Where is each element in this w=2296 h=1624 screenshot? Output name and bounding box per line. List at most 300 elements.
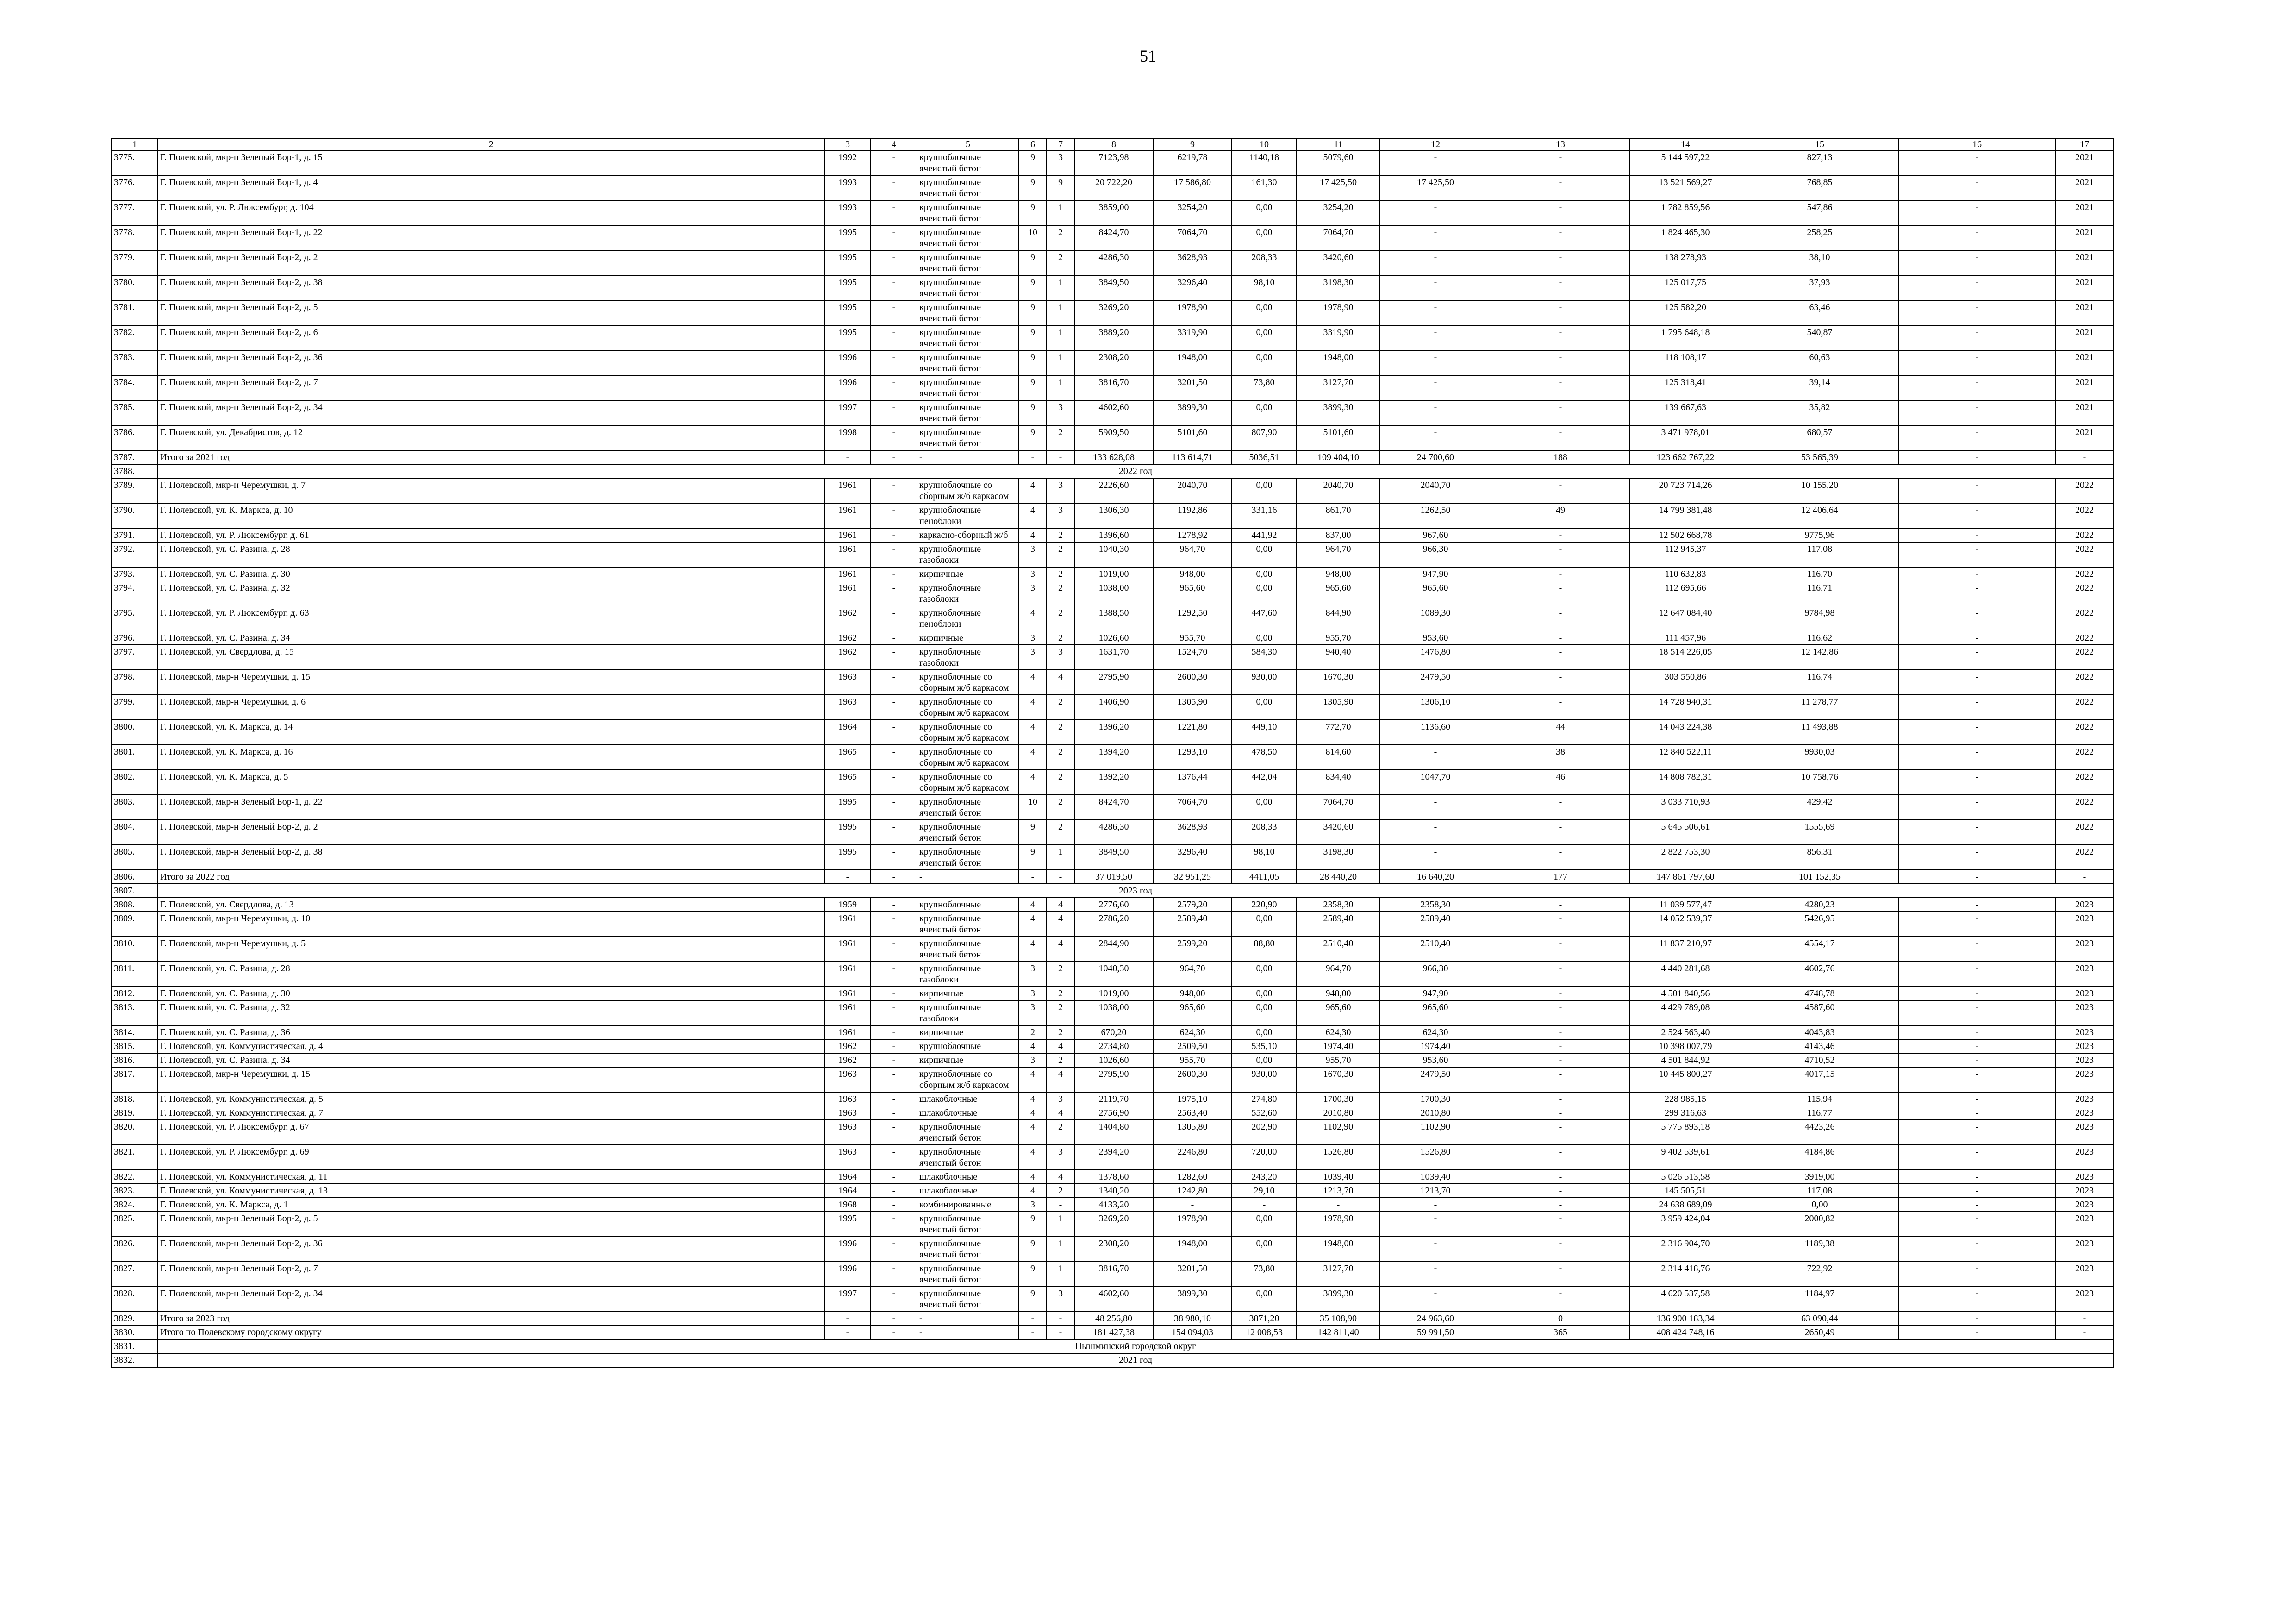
wall-material-cell: крупноблочные ячеистый бетон [917, 1212, 1019, 1237]
residential-area-cell: 3420,60 [1297, 820, 1380, 845]
total-area-cell: 1340,20 [1074, 1184, 1153, 1198]
unit-cost-cell: 827,13 [1741, 150, 1898, 175]
unit-cost-cell: 4423,26 [1741, 1120, 1898, 1145]
residents-count-cell: - [1491, 1039, 1630, 1053]
apartments-area-cell: 1700,30 [1380, 1092, 1491, 1106]
apartments-area-cell: 17 425,50 [1380, 175, 1491, 200]
residential-area-cell: 35 108,90 [1297, 1312, 1380, 1325]
year-commissioned-cell: - [871, 450, 917, 464]
premises-area-cell: 1221,80 [1153, 720, 1232, 745]
col16-cell: - [1898, 870, 2056, 884]
unit-cost-cell: 4017,15 [1741, 1067, 1898, 1092]
year-commissioned-cell: - [871, 845, 917, 870]
floors-cell: 4 [1019, 720, 1047, 745]
residents-count-cell: - [1491, 275, 1630, 300]
residents-count-cell: - [1491, 567, 1630, 581]
unit-cost-cell: 680,57 [1741, 425, 1898, 450]
residents-count-cell: - [1491, 200, 1630, 225]
address-cell: Г. Полевской, мкр-н Черемушки, д. 10 [158, 912, 824, 937]
table-row [112, 1184, 2113, 1198]
plan-year-cell: 2023 [2056, 1170, 2113, 1184]
plan-year-cell: 2021 [2056, 300, 2113, 325]
premises-area-cell: 2600,30 [1153, 670, 1232, 695]
table-row [112, 325, 2113, 350]
unit-cost-cell: 856,31 [1741, 845, 1898, 870]
apartments-area-cell: 24 700,60 [1380, 450, 1491, 464]
residential-area-cell: 955,70 [1297, 631, 1380, 645]
column-number: 17 [2056, 138, 2113, 150]
apartments-area-cell: 2479,50 [1380, 1067, 1491, 1092]
col16-cell: - [1898, 606, 2056, 631]
residents-count-cell: 38 [1491, 745, 1630, 770]
table-row [112, 478, 2113, 503]
col16-cell: - [1898, 200, 2056, 225]
cost-cell: 228 985,15 [1630, 1092, 1741, 1106]
unit-cost-cell: 4043,83 [1741, 1025, 1898, 1039]
entrances-cell: 3 [1047, 503, 1074, 528]
premises-area-cell: 154 094,03 [1153, 1325, 1232, 1339]
row-number: 3806. [112, 870, 158, 884]
premises-area-cell: 2589,40 [1153, 912, 1232, 937]
floors-cell: 9 [1019, 1262, 1047, 1287]
cost-cell: 299 316,63 [1630, 1106, 1741, 1120]
total-area-cell: 48 256,80 [1074, 1312, 1153, 1325]
year-commissioned-cell: - [871, 425, 917, 450]
residential-area-cell: 1526,80 [1297, 1145, 1380, 1170]
residents-count-cell: - [1491, 1000, 1630, 1025]
residents-count-cell: - [1491, 350, 1630, 375]
nonresidential-area-cell: 98,10 [1232, 275, 1297, 300]
unit-cost-cell: 9775,96 [1741, 528, 1898, 542]
cost-cell: 125 582,20 [1630, 300, 1741, 325]
floors-cell: 4 [1019, 695, 1047, 720]
total-area-cell: 1406,90 [1074, 695, 1153, 720]
apartments-area-cell: - [1380, 300, 1491, 325]
wall-material-cell: шлакоблочные [917, 1170, 1019, 1184]
floors-cell: 3 [1019, 567, 1047, 581]
unit-cost-cell: 4710,52 [1741, 1053, 1898, 1067]
col16-cell: - [1898, 912, 2056, 937]
year-built-cell: 1965 [824, 745, 871, 770]
entrances-cell: 4 [1047, 1067, 1074, 1092]
total-area-cell: 4286,30 [1074, 250, 1153, 275]
col16-cell: - [1898, 845, 2056, 870]
col16-cell: - [1898, 1212, 2056, 1237]
floors-cell: 4 [1019, 478, 1047, 503]
floors-cell: 9 [1019, 400, 1047, 425]
table-row [112, 745, 2113, 770]
total-area-cell: 2756,90 [1074, 1106, 1153, 1120]
floors-cell: 4 [1019, 770, 1047, 795]
col16-cell: - [1898, 795, 2056, 820]
row-number: 3808. [112, 898, 158, 912]
year-commissioned-cell: - [871, 528, 917, 542]
plan-year-cell: - [2056, 450, 2113, 464]
residential-area-cell: 624,30 [1297, 1025, 1380, 1039]
row-number: 3787. [112, 450, 158, 464]
wall-material-cell: крупноблочные ячеистый бетон [917, 1287, 1019, 1312]
apartments-area-cell: 59 991,50 [1380, 1325, 1491, 1339]
residential-area-cell: 1948,00 [1297, 1237, 1380, 1262]
address-cell: Г. Полевской, мкр-н Зеленый Бор-1, д. 22 [158, 225, 824, 250]
premises-area-cell: 1305,80 [1153, 1120, 1232, 1145]
address-cell: Г. Полевской, ул. К. Маркса, д. 5 [158, 770, 824, 795]
table-row [112, 200, 2113, 225]
total-area-cell: 2844,90 [1074, 937, 1153, 962]
year-commissioned-cell: - [871, 720, 917, 745]
total-area-cell: 1019,00 [1074, 567, 1153, 581]
nonresidential-area-cell: 478,50 [1232, 745, 1297, 770]
wall-material-cell: крупноблочные газоблоки [917, 542, 1019, 567]
floors-cell: 10 [1019, 795, 1047, 820]
unit-cost-cell: 53 565,39 [1741, 450, 1898, 464]
apartments-area-cell: 965,60 [1380, 1000, 1491, 1025]
plan-year-cell: 2023 [2056, 1092, 2113, 1106]
premises-area-cell: 2509,50 [1153, 1039, 1232, 1053]
row-number: 3795. [112, 606, 158, 631]
nonresidential-area-cell: 441,92 [1232, 528, 1297, 542]
floors-cell: 9 [1019, 200, 1047, 225]
cost-cell: 12 840 522,11 [1630, 745, 1741, 770]
nonresidential-area-cell: 161,30 [1232, 175, 1297, 200]
plan-year-cell: 2021 [2056, 400, 2113, 425]
cost-cell: 4 501 840,56 [1630, 987, 1741, 1000]
table-row [112, 1092, 2113, 1106]
nonresidential-area-cell: 3871,20 [1232, 1312, 1297, 1325]
apartments-area-cell: 965,60 [1380, 581, 1491, 606]
unit-cost-cell: 1189,38 [1741, 1237, 1898, 1262]
nonresidential-area-cell: 220,90 [1232, 898, 1297, 912]
floors-cell: - [1019, 450, 1047, 464]
entrances-cell: 2 [1047, 631, 1074, 645]
nonresidential-area-cell: 930,00 [1232, 1067, 1297, 1092]
residents-count-cell: - [1491, 937, 1630, 962]
residents-count-cell: - [1491, 645, 1630, 670]
row-number: 3789. [112, 478, 158, 503]
row-number: 3824. [112, 1198, 158, 1212]
unit-cost-cell: 547,86 [1741, 200, 1898, 225]
year-commissioned-cell: - [871, 478, 917, 503]
premises-area-cell: 624,30 [1153, 1025, 1232, 1039]
premises-area-cell: 1376,44 [1153, 770, 1232, 795]
total-area-cell: 1392,20 [1074, 770, 1153, 795]
residential-area-cell: 142 811,40 [1297, 1325, 1380, 1339]
year-commissioned-cell: - [871, 581, 917, 606]
address-cell: Г. Полевской, ул. С. Разина, д. 36 [158, 1025, 824, 1039]
year-commissioned-cell: - [871, 770, 917, 795]
wall-material-cell: крупноблочные ячеистый бетон [917, 1237, 1019, 1262]
unit-cost-cell: 101 152,35 [1741, 870, 1898, 884]
row-number: 3784. [112, 375, 158, 400]
premises-area-cell: 32 951,25 [1153, 870, 1232, 884]
wall-material-cell: крупноблочные ячеистый бетон [917, 1120, 1019, 1145]
table-row [112, 300, 2113, 325]
wall-material-cell: крупноблочные [917, 898, 1019, 912]
unit-cost-cell: 12 142,86 [1741, 645, 1898, 670]
residential-area-cell: 940,40 [1297, 645, 1380, 670]
cost-cell: 4 501 844,92 [1630, 1053, 1741, 1067]
nonresidential-area-cell: 930,00 [1232, 670, 1297, 695]
year-commissioned-cell: - [871, 325, 917, 350]
wall-material-cell: крупноблочные газоблоки [917, 581, 1019, 606]
year-built-cell: 1968 [824, 1198, 871, 1212]
total-area-cell: 2734,80 [1074, 1039, 1153, 1053]
nonresidential-area-cell: 0,00 [1232, 325, 1297, 350]
year-built-cell: 1995 [824, 325, 871, 350]
apartments-area-cell: 1306,10 [1380, 695, 1491, 720]
apartments-area-cell: - [1380, 1287, 1491, 1312]
plan-year-cell: 2023 [2056, 1198, 2113, 1212]
premises-area-cell: 5101,60 [1153, 425, 1232, 450]
table-row [112, 1325, 2113, 1339]
premises-area-cell: 955,70 [1153, 631, 1232, 645]
column-number: 5 [917, 138, 1019, 150]
apartments-area-cell: - [1380, 275, 1491, 300]
table-row [112, 1120, 2113, 1145]
row-number: 3812. [112, 987, 158, 1000]
unit-cost-cell: 116,62 [1741, 631, 1898, 645]
nonresidential-area-cell: 720,00 [1232, 1145, 1297, 1170]
cost-cell: 24 638 689,09 [1630, 1198, 1741, 1212]
plan-year-cell: 2022 [2056, 542, 2113, 567]
floors-cell: 9 [1019, 175, 1047, 200]
section-heading: Пышминский городской округ [158, 1339, 2113, 1353]
unit-cost-cell: 9930,03 [1741, 745, 1898, 770]
total-area-cell: 1396,20 [1074, 720, 1153, 745]
cost-cell: 11 039 577,47 [1630, 898, 1741, 912]
entrances-cell: - [1047, 1325, 1074, 1339]
wall-material-cell: - [917, 1312, 1019, 1325]
unit-cost-cell: 63,46 [1741, 300, 1898, 325]
nonresidential-area-cell: 1140,18 [1232, 150, 1297, 175]
nonresidential-area-cell: 535,10 [1232, 1039, 1297, 1053]
apartments-area-cell: 1047,70 [1380, 770, 1491, 795]
entrances-cell: 2 [1047, 795, 1074, 820]
cost-cell: 2 822 753,30 [1630, 845, 1741, 870]
year-built-cell: 1995 [824, 795, 871, 820]
residents-count-cell: - [1491, 425, 1630, 450]
nonresidential-area-cell: 0,00 [1232, 1053, 1297, 1067]
total-area-cell: 7123,98 [1074, 150, 1153, 175]
unit-cost-cell: 11 493,88 [1741, 720, 1898, 745]
unit-cost-cell: 39,14 [1741, 375, 1898, 400]
total-area-cell: 4602,60 [1074, 1287, 1153, 1312]
residential-area-cell: 955,70 [1297, 1053, 1380, 1067]
residential-area-cell: 3254,20 [1297, 200, 1380, 225]
entrances-cell: 2 [1047, 528, 1074, 542]
cost-cell: 1 824 465,30 [1630, 225, 1741, 250]
year-commissioned-cell: - [871, 670, 917, 695]
plan-year-cell: 2022 [2056, 606, 2113, 631]
plan-year-cell: 2023 [2056, 1053, 2113, 1067]
column-number: 7 [1047, 138, 1074, 150]
entrances-cell: 3 [1047, 478, 1074, 503]
residential-area-cell: 3127,70 [1297, 375, 1380, 400]
residential-area-cell: 1213,70 [1297, 1184, 1380, 1198]
plan-year-cell: 2023 [2056, 912, 2113, 937]
unit-cost-cell: 2000,82 [1741, 1212, 1898, 1237]
column-number: 6 [1019, 138, 1047, 150]
floors-cell: 9 [1019, 845, 1047, 870]
table-row [112, 542, 2113, 567]
residential-area-cell: 7064,70 [1297, 225, 1380, 250]
wall-material-cell: крупноблочные ячеистый бетон [917, 795, 1019, 820]
premises-area-cell: 3899,30 [1153, 1287, 1232, 1312]
col16-cell: - [1898, 1198, 2056, 1212]
year-commissioned-cell: - [871, 1053, 917, 1067]
premises-area-cell: 1948,00 [1153, 350, 1232, 375]
cost-cell: 408 424 748,16 [1630, 1325, 1741, 1339]
year-built-cell: 1961 [824, 503, 871, 528]
row-number: 3783. [112, 350, 158, 375]
plan-year-cell: 2021 [2056, 250, 2113, 275]
residential-area-cell: 3899,30 [1297, 1287, 1380, 1312]
floors-cell: 10 [1019, 225, 1047, 250]
floors-cell: 4 [1019, 503, 1047, 528]
unit-cost-cell: 540,87 [1741, 325, 1898, 350]
total-area-cell: 1631,70 [1074, 645, 1153, 670]
nonresidential-area-cell: 0,00 [1232, 1025, 1297, 1039]
nonresidential-area-cell: 0,00 [1232, 581, 1297, 606]
year-commissioned-cell: - [871, 1145, 917, 1170]
address-cell: Г. Полевской, мкр-н Черемушки, д. 15 [158, 1067, 824, 1092]
col16-cell: - [1898, 720, 2056, 745]
address-cell: Г. Полевской, мкр-н Зеленый Бор-2, д. 2 [158, 820, 824, 845]
entrances-cell: 3 [1047, 150, 1074, 175]
floors-cell: 4 [1019, 937, 1047, 962]
year-built-cell: 1963 [824, 1067, 871, 1092]
address-cell: Г. Полевской, ул. Р. Люксембург, д. 67 [158, 1120, 824, 1145]
year-commissioned-cell: - [871, 1025, 917, 1039]
col16-cell: - [1898, 937, 2056, 962]
address-cell: Г. Полевской, ул. Р. Люксембург, д. 69 [158, 1145, 824, 1170]
row-number: 3796. [112, 631, 158, 645]
total-area-cell: 1396,60 [1074, 528, 1153, 542]
residential-area-cell: 3319,90 [1297, 325, 1380, 350]
premises-area-cell: 7064,70 [1153, 795, 1232, 820]
column-number: 2 [158, 138, 824, 150]
total-area-cell: 2119,70 [1074, 1092, 1153, 1106]
year-commissioned-cell: - [871, 1170, 917, 1184]
col16-cell: - [1898, 528, 2056, 542]
row-number: 3828. [112, 1287, 158, 1312]
total-area-cell: 1038,00 [1074, 581, 1153, 606]
floors-cell: 3 [1019, 1053, 1047, 1067]
residential-area-cell: 772,70 [1297, 720, 1380, 745]
premises-area-cell: - [1153, 1198, 1232, 1212]
entrances-cell: 2 [1047, 1053, 1074, 1067]
floors-cell: 9 [1019, 150, 1047, 175]
cost-cell: 10 445 800,27 [1630, 1067, 1741, 1092]
address-cell: Г. Полевской, ул. С. Разина, д. 32 [158, 1000, 824, 1025]
section-heading-row [112, 884, 2113, 898]
cost-cell: 145 505,51 [1630, 1184, 1741, 1198]
floors-cell: 9 [1019, 350, 1047, 375]
residents-count-cell: - [1491, 1067, 1630, 1092]
address-cell: Г. Полевской, мкр-н Зеленый Бор-1, д. 15 [158, 150, 824, 175]
wall-material-cell: кирпичные [917, 1025, 1019, 1039]
row-number: 3781. [112, 300, 158, 325]
entrances-cell: - [1047, 450, 1074, 464]
address-cell: Г. Полевской, ул. Свердлова, д. 13 [158, 898, 824, 912]
residential-area-cell: 1978,90 [1297, 1212, 1380, 1237]
plan-year-cell: 2021 [2056, 325, 2113, 350]
entrances-cell: 4 [1047, 898, 1074, 912]
floors-cell: 4 [1019, 898, 1047, 912]
address-cell: Г. Полевской, ул. Коммунистическая, д. 5 [158, 1092, 824, 1106]
entrances-cell: 2 [1047, 1025, 1074, 1039]
floors-cell: - [1019, 1312, 1047, 1325]
column-number: 15 [1741, 138, 1898, 150]
total-area-cell: 4286,30 [1074, 820, 1153, 845]
plan-year-cell: 2023 [2056, 1106, 2113, 1120]
year-built-cell: 1961 [824, 962, 871, 987]
wall-material-cell: кирпичные [917, 567, 1019, 581]
row-number: 3791. [112, 528, 158, 542]
plan-year-cell: 2023 [2056, 1067, 2113, 1092]
year-commissioned-cell: - [871, 1212, 917, 1237]
plan-year-cell: 2023 [2056, 1212, 2113, 1237]
year-built-cell: 1995 [824, 820, 871, 845]
residential-area-cell: 964,70 [1297, 962, 1380, 987]
table-row [112, 1025, 2113, 1039]
year-commissioned-cell: - [871, 1325, 917, 1339]
col16-cell: - [1898, 1287, 2056, 1312]
year-commissioned-cell: - [871, 275, 917, 300]
unit-cost-cell: 429,42 [1741, 795, 1898, 820]
year-commissioned-cell: - [871, 870, 917, 884]
entrances-cell: 1 [1047, 200, 1074, 225]
apartments-area-cell: 966,30 [1380, 962, 1491, 987]
table-row [112, 275, 2113, 300]
wall-material-cell: крупноблочные со сборным ж/б каркасом [917, 695, 1019, 720]
apartments-area-cell: - [1380, 225, 1491, 250]
wall-material-cell: крупноблочные ячеистый бетон [917, 200, 1019, 225]
address-cell: Итого за 2023 год [158, 1312, 824, 1325]
unit-cost-cell: 117,08 [1741, 542, 1898, 567]
premises-area-cell: 6219,78 [1153, 150, 1232, 175]
year-commissioned-cell: - [871, 567, 917, 581]
col16-cell: - [1898, 745, 2056, 770]
year-commissioned-cell: - [871, 1262, 917, 1287]
apartments-area-cell: 624,30 [1380, 1025, 1491, 1039]
premises-area-cell: 1978,90 [1153, 300, 1232, 325]
floors-cell: 4 [1019, 1170, 1047, 1184]
residential-area-cell: 2510,40 [1297, 937, 1380, 962]
residents-count-cell: 188 [1491, 450, 1630, 464]
premises-area-cell: 3296,40 [1153, 275, 1232, 300]
apartments-area-cell: - [1380, 425, 1491, 450]
year-commissioned-cell: - [871, 1312, 917, 1325]
year-built-cell: 1995 [824, 225, 871, 250]
total-area-cell: 2226,60 [1074, 478, 1153, 503]
nonresidential-area-cell: 807,90 [1232, 425, 1297, 450]
address-cell: Г. Полевской, ул. С. Разина, д. 30 [158, 987, 824, 1000]
row-number: 3831. [112, 1339, 158, 1353]
residents-count-cell: - [1491, 400, 1630, 425]
residential-area-cell: 1039,40 [1297, 1170, 1380, 1184]
premises-area-cell: 3628,93 [1153, 820, 1232, 845]
nonresidential-area-cell: 0,00 [1232, 795, 1297, 820]
section-heading-row [112, 1339, 2113, 1353]
cost-cell: 13 521 569,27 [1630, 175, 1741, 200]
wall-material-cell: крупноблочные ячеистый бетон [917, 250, 1019, 275]
unit-cost-cell: 117,08 [1741, 1184, 1898, 1198]
table-row [112, 528, 2113, 542]
year-built-cell: 1995 [824, 300, 871, 325]
table-row [112, 581, 2113, 606]
table-row [112, 503, 2113, 528]
